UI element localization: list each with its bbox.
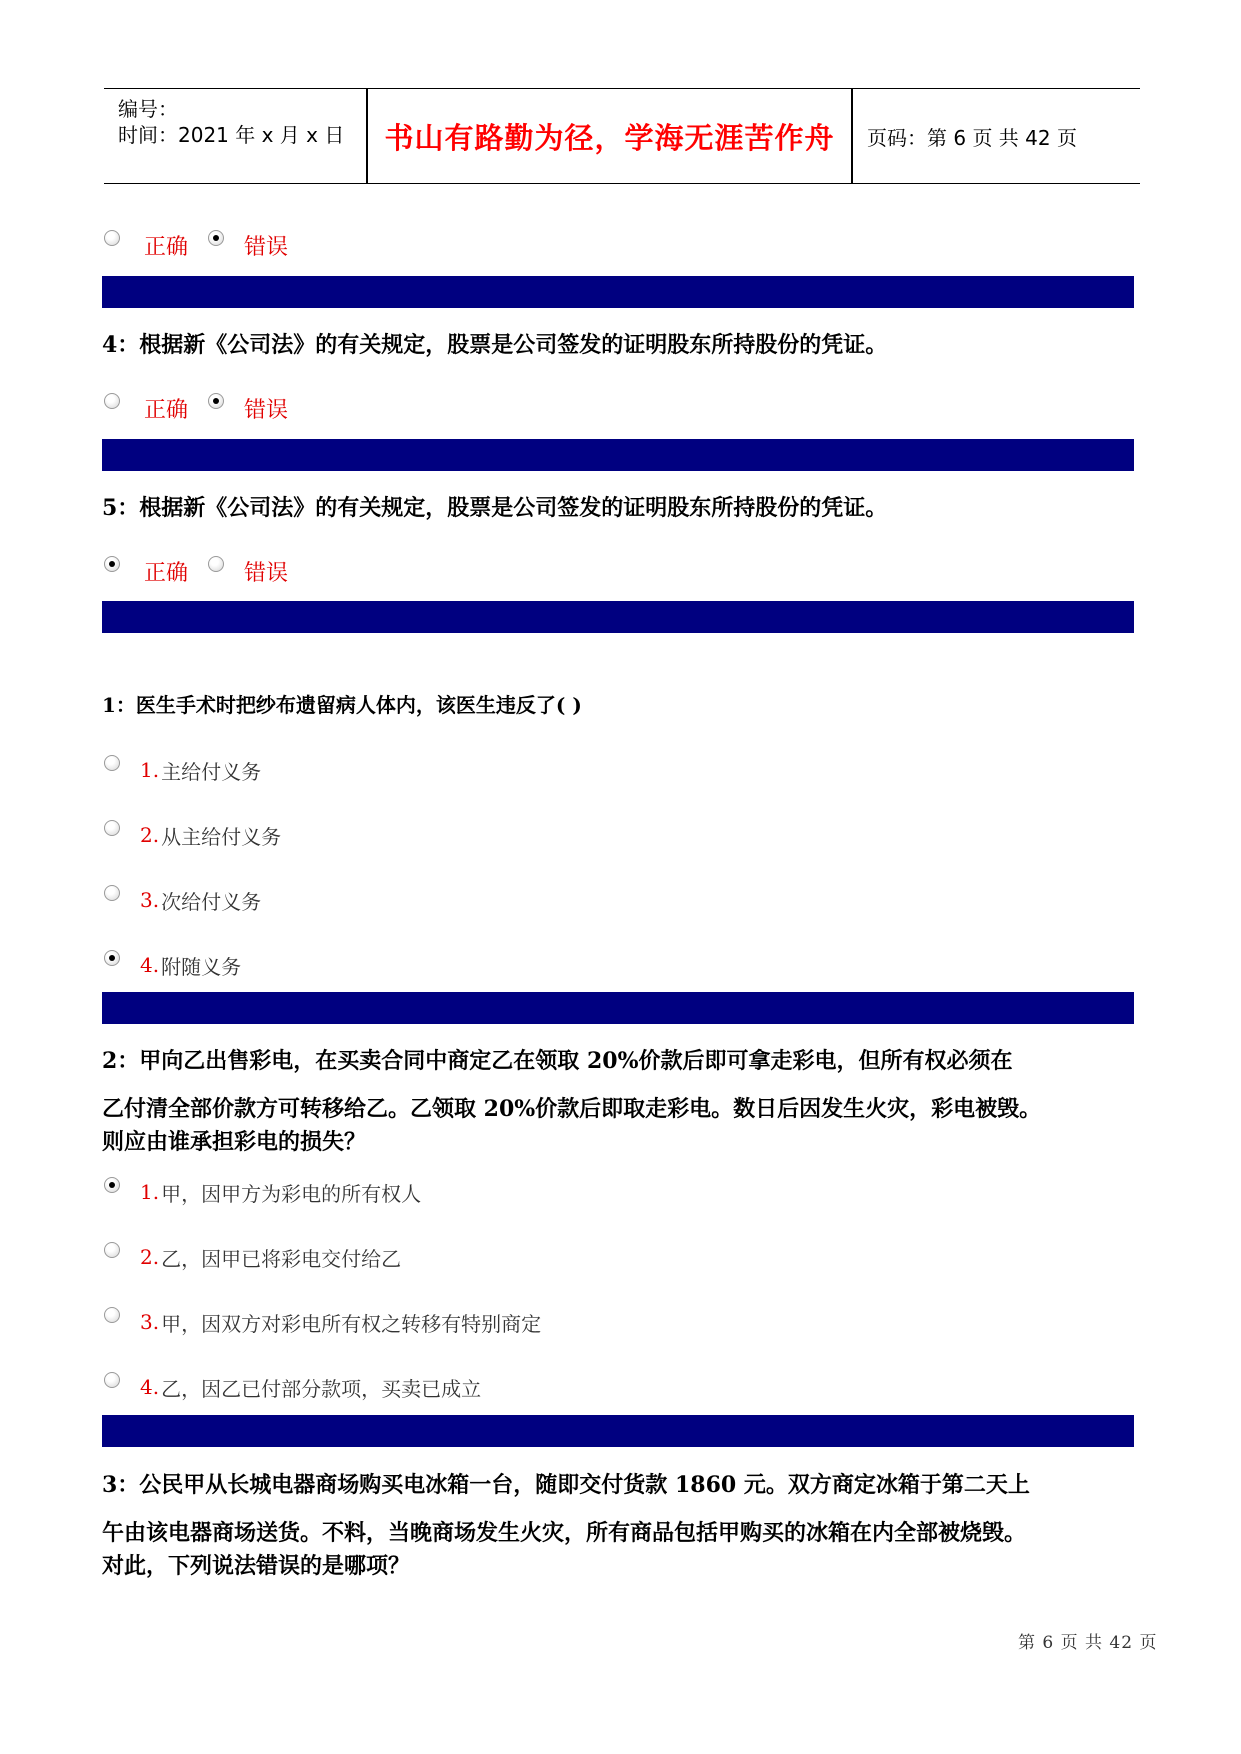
tf-answer-row <box>104 391 288 425</box>
tf-wrong-label: 错误 <box>244 560 289 586</box>
option-text: 从主给付义务 <box>161 824 282 849</box>
question-line: 2：甲向乙出售彩电，在买卖合同中商定乙在领取 20%价款后即可拿走彩电，但所有权必须在 <box>102 1048 1013 1074</box>
tf-answer-row <box>104 228 288 262</box>
tf-correct-label: 正确 <box>144 560 189 586</box>
header-page-label: 页码：第 6 页 共 42 页 <box>867 125 1077 150</box>
radio-correct[interactable] <box>104 393 120 409</box>
number-label: 编号： <box>118 97 178 121</box>
header-info-cell <box>104 89 366 183</box>
option-radio[interactable] <box>104 950 120 966</box>
option-number: 2. <box>140 823 160 847</box>
option-row <box>104 1240 401 1274</box>
option-radio[interactable] <box>104 820 120 836</box>
option-radio[interactable] <box>104 1242 120 1258</box>
document-header <box>104 88 1140 184</box>
radio-correct[interactable] <box>104 230 120 246</box>
question-line: 午由该电器商场送货。不料，当晚商场发生火灾，所有商品包括甲购买的冰箱在内全部被烧毁。 <box>102 1520 1027 1546</box>
question-line: 对此，下列说法错误的是哪项？ <box>102 1553 411 1579</box>
option-row <box>104 948 241 982</box>
option-row <box>104 883 261 917</box>
section-divider-bar <box>102 439 1134 471</box>
option-radio[interactable] <box>104 755 120 771</box>
section-divider-bar <box>102 276 1134 308</box>
option-row <box>104 818 281 852</box>
question-line: 3：公民甲从长城电器商场购买电冰箱一台，随即交付货款 1860 元。双方商定冰箱于第二天上 <box>102 1472 1030 1498</box>
option-number: 3. <box>140 888 160 912</box>
option-text: 乙，因乙已付部分款项，买卖已成立 <box>161 1376 482 1401</box>
option-row <box>104 753 261 787</box>
radio-wrong[interactable] <box>208 556 224 572</box>
tf-wrong-label: 错误 <box>244 397 289 423</box>
header-motto: 书山有路勤为径，学海无涯苦作舟 <box>384 120 835 155</box>
option-row <box>104 1370 481 1404</box>
tf-correct-label: 正确 <box>144 397 189 423</box>
option-text: 甲，因甲方为彩电的所有权人 <box>161 1181 422 1206</box>
option-radio[interactable] <box>104 1177 120 1193</box>
option-radio[interactable] <box>104 1307 120 1323</box>
option-number: 3. <box>140 1310 160 1334</box>
time-label: 时间：2021 年 x 月 x 日 <box>118 123 345 147</box>
question-text: 4：根据新《公司法》的有关规定，股票是公司签发的证明股东所持股份的凭证。 <box>102 332 888 358</box>
option-text: 甲，因双方对彩电所有权之转移有特别商定 <box>161 1311 542 1336</box>
option-text: 乙，因甲已将彩电交付给乙 <box>161 1246 402 1271</box>
tf-correct-label: 正确 <box>144 234 189 260</box>
option-text: 附随义务 <box>161 954 242 979</box>
tf-wrong-label: 错误 <box>244 234 289 260</box>
option-radio[interactable] <box>104 1372 120 1388</box>
radio-wrong[interactable] <box>208 393 224 409</box>
radio-wrong[interactable] <box>208 230 224 246</box>
option-number: 2. <box>140 1245 160 1269</box>
question-text: 5：根据新《公司法》的有关规定，股票是公司签发的证明股东所持股份的凭证。 <box>102 495 888 521</box>
option-text: 次给付义务 <box>161 889 262 914</box>
section-divider-bar <box>102 992 1134 1024</box>
section-divider-bar <box>102 601 1134 633</box>
option-radio[interactable] <box>104 885 120 901</box>
option-number: 4. <box>140 1375 160 1399</box>
option-row <box>104 1305 541 1339</box>
question-text <box>102 1468 1142 1580</box>
option-number: 4. <box>140 953 160 977</box>
question-text <box>102 1044 1142 1156</box>
option-row <box>104 1175 421 1209</box>
option-number: 1. <box>140 758 160 782</box>
question-text: 1：医生手术时把纱布遗留病人体内，该医生违反了( ) <box>102 693 582 717</box>
question-line: 则应由谁承担彩电的损失？ <box>102 1129 367 1155</box>
tf-answer-row <box>104 554 288 588</box>
radio-correct[interactable] <box>104 556 120 572</box>
question-line: 乙付清全部价款方可转移给乙。乙领取 20%价款后即取走彩电。数日后因发生火灾，彩电被毁。 <box>102 1096 1042 1122</box>
option-text: 主给付义务 <box>161 759 262 784</box>
page-footer: 第 6 页 共 42 页 <box>1018 1633 1158 1653</box>
option-number: 1. <box>140 1180 160 1204</box>
section-divider-bar <box>102 1415 1134 1447</box>
